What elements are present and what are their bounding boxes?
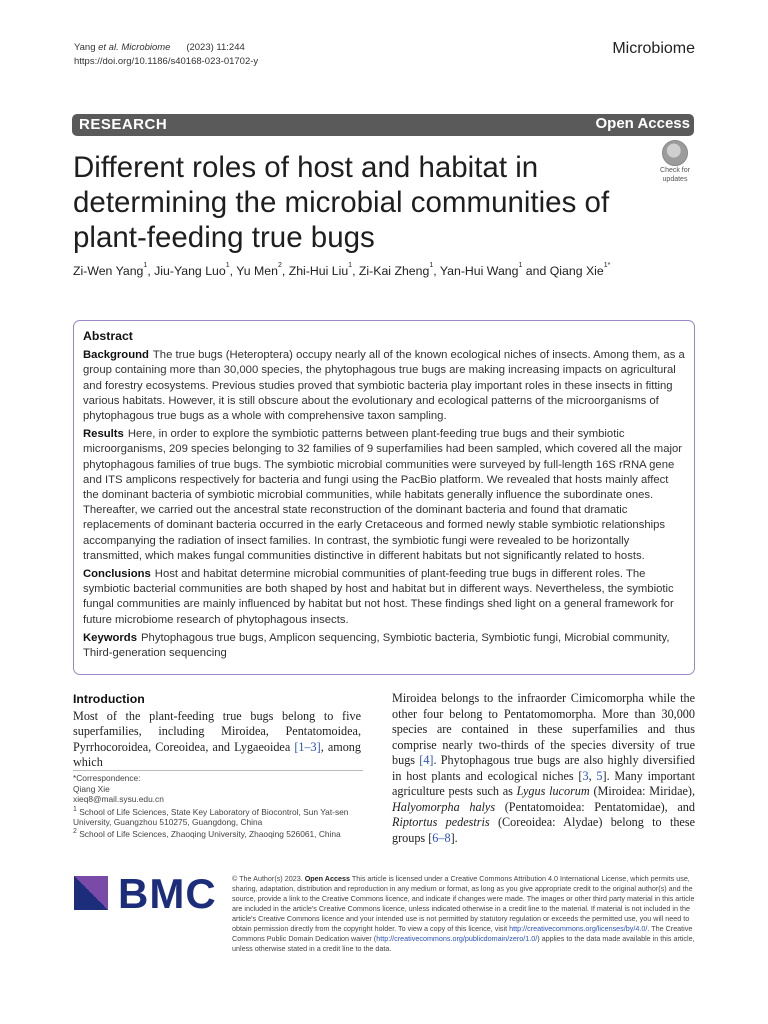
bmc-logo-mark-icon: [74, 876, 108, 910]
text-span: ,: [588, 768, 597, 783]
abstract-keywords: [83, 631, 685, 661]
keywords-text: Phytophagous true bugs, Amplicon sequencing, Symbiotic bacteria, Symbiotic fungi, Microbial community, Third-generation sequencing: [83, 631, 670, 660]
species-name: Riptortus pedestris: [392, 815, 490, 829]
abstract-conclusions: [83, 567, 685, 628]
author-separator: ,: [229, 264, 237, 278]
affiliation-2-sup: 2: [73, 828, 77, 836]
text-span: (Coreoidea: Alydae) belong to these groups [: [392, 815, 695, 845]
author-affiliation-sup: 1: [348, 262, 353, 269]
license-lead: © The Author(s) 2023.: [232, 874, 305, 883]
author-affiliation-sup: 1: [143, 262, 148, 269]
citation-journal: Microbiome: [121, 42, 171, 53]
text-span: . Phytophagous true bugs are also highly diversified in host plants and ecological niches [: [392, 753, 695, 783]
background-heading: Background: [83, 349, 149, 362]
citation-ref-3[interactable]: 3: [582, 768, 589, 783]
text-span: (Pentatomoidea: Pentatomidae), and: [495, 799, 695, 814]
introduction-column: [73, 692, 361, 771]
author-name[interactable]: Zi-Wen Yang: [73, 264, 144, 278]
citation-etal: et al.: [98, 42, 119, 53]
conclusions-heading: Conclusions: [83, 568, 151, 581]
license-mid: . The Creative Commons Public Domain Dedication waiver (: [232, 924, 693, 943]
affiliation-2-text: School of Life Sciences, Zhaoqing University, Zhaoqing 526061, China: [76, 829, 341, 840]
author-name[interactable]: Yan-Hui Wang: [439, 264, 519, 278]
right-column-paragraph: [392, 691, 695, 846]
right-column-text: [392, 691, 695, 846]
author-name[interactable]: Jiu-Yang Luo: [154, 264, 226, 278]
author-name[interactable]: Yu Men: [236, 264, 278, 278]
text-span: ]. Many important agriculture pests such as: [392, 768, 696, 798]
license-statement: [232, 874, 696, 954]
background-text: The true bugs (Heteroptera) occupy nearly all of the known ecological niches of insects. Among them, as a group containing more than 30,000 species, the phytophagous true bugs are making increasing impacts on agricultural and forestry ecosystems. Previous studies proved that symbiotic bacteria play important roles in these insects in fitting various habitats. However, it is still obscure about the evolutionary and ecological patterns of the microorganisms of phytophagous true bugs as a whole with comprehensive taxon sampling.: [83, 349, 685, 423]
text-span: (Miroidea: Miridae),: [589, 784, 695, 798]
author-affiliation-sup: 1: [225, 262, 230, 269]
citation-ref-5[interactable]: 5: [596, 768, 603, 783]
results-text: Here, in order to explore the symbiotic patterns between plant-feeding true bugs and their symbiotic microorganisms, 209 species belonging to 32 families of 9 superfamilies had been sampled, which covered all the major phytophagous families of true bugs. The symbiotic microbial communities were surveyed by full-length 16S rRNA gene and ITS amplicons respectively for bacteria and fungi using the PacBio platform. We revealed that hosts mainly affect the dominant bacteria of symbiotic microbial communities, while habitats generally influence the subordinate ones. Thereafter, we carried out the ancestral state reconstruction of the dominant bacteria and found that dramatic replacements of dominant bacteria occurred in the early Cretaceous and formed newly stable symbiotic relationships accompanying the radiation of insect families. In contrast, the symbiotic fungi were revealed to be horizontally transmitted, which makes fungal communities distinctive in different habitats but not significantly related to hosts.: [83, 428, 683, 562]
check-updates-line1: Check for: [660, 167, 690, 174]
citation-line: [74, 41, 258, 55]
author-separator: ,: [433, 264, 440, 278]
text-span: ].: [450, 830, 458, 845]
license-open-access: Open Access: [304, 874, 350, 883]
species-name: Lygus lucorum: [516, 784, 590, 798]
license-link-cc-by[interactable]: http://creativecommons.org/licenses/by/4.0/: [509, 924, 648, 933]
keywords-heading: Keywords: [83, 631, 137, 644]
intro-text-end: , among which: [73, 739, 361, 769]
author-separator: ,: [352, 264, 359, 278]
author-separator: ,: [281, 264, 289, 278]
check-updates-icon: [662, 140, 688, 166]
correspondence-label: *Correspondence:: [73, 773, 141, 783]
citation-ref-6-8[interactable]: 6–8: [432, 830, 451, 845]
affiliation-1-text: School of Life Sciences, State Key Laboratory of Biocontrol, Sun Yat-sen University, Guangzhou 510275, Guangdong, China: [73, 806, 349, 827]
abstract-results: [83, 427, 685, 564]
article-type: RESEARCH: [79, 116, 168, 133]
correspondence-email[interactable]: xieq8@mail.sysu.edu.cn: [73, 794, 164, 804]
bmc-logo-text: BMC: [118, 870, 217, 917]
check-updates-line2: updates: [662, 175, 688, 183]
citation-author: Yang: [74, 42, 99, 53]
footnotes: [73, 770, 363, 840]
author-affiliation-sup: 1*: [603, 262, 611, 269]
article-type-bar: [72, 114, 694, 136]
bmc-logo: [74, 870, 217, 917]
citation-year: (2023) 11:244: [186, 42, 245, 53]
author-name[interactable]: Zi-Kai Zheng: [358, 264, 430, 278]
abstract-heading: Abstract: [83, 329, 133, 343]
journal-name: Microbiome: [612, 40, 695, 57]
citation-ref-4[interactable]: [4]: [419, 753, 434, 767]
conclusions-text: Host and habitat determine microbial communities of plant-feeding true bugs in different roles. The symbiotic bacterial communities are both shaped by host and habitat but in different ways. Nevertheless, the symbiotic fungal communities are mainly influenced by habitat but not host. These findings shed light on a general framework for future microbiome research of phytophagous insects.: [83, 568, 674, 626]
author-list: [73, 264, 610, 278]
author-affiliation-sup: 2: [277, 262, 282, 269]
author-affiliation-sup: 1: [518, 262, 523, 269]
license-end: ) applies to the data made available in this article, unless otherwise stated in a credit line to the data.: [232, 934, 695, 953]
abstract-background: [83, 348, 685, 424]
author-affiliation-sup: 1: [429, 262, 434, 269]
doi-link[interactable]: https://doi.org/10.1186/s40168-023-01702-y: [74, 56, 259, 67]
affiliation-2: [73, 827, 363, 839]
correspondence-name: Qiang Xie: [73, 783, 110, 794]
citation-block: [74, 41, 258, 69]
license-body: This article is licensed under a Creative Commons Attribution 4.0 International License, which permits use, sharing, adaptation, distribution and reproduction in any medium or format, as long as you give appropriate credit to the original author(s) and the source, provide a link to the Creative Commons licence, and indicate if changes were made. The images or other third party material in this article are included in the article's Creative Commons licence, unless indicated otherwise in a credit line to the material. If material is not included in the article's Creative Commons licence and your intended use is not permitted by statutory regulation or exceeds the permitted use, you will need to obtain permission directly from the copyright holder. To view a copy of this licence, visit: [232, 874, 695, 933]
introduction-paragraph: [73, 709, 361, 771]
author-name[interactable]: Qiang Xie: [549, 264, 604, 278]
affiliation-1: [73, 805, 363, 828]
author-separator: ,: [147, 264, 155, 278]
license-link-cc0[interactable]: http://creativecommons.org/publicdomain/zero/1.0/: [376, 934, 538, 943]
intro-text: Most of the plant-feeding true bugs belong to five superfamilies, including Miroidea, Pentatomoidea, Pyrrhocoroidea, Coreoidea, and Lygaeoidea: [73, 708, 361, 754]
citation-ref-1-3[interactable]: [1–3]: [294, 739, 321, 754]
author-name[interactable]: Zhi-Hui Liu: [288, 264, 349, 278]
species-name: Halyomorpha halys: [392, 799, 496, 814]
article-title: Different roles of host and habitat in determining the microbial communities of plant-feeding true bugs: [73, 151, 610, 254]
abstract-box: [73, 320, 695, 675]
introduction-heading: Introduction: [73, 692, 145, 706]
text-span: Miroidea belongs to the infraorder Cimicomorpha while the other four belong to Pentatomomorpha. More than 30,000 species are contained in these superfamilies and thus comprise nearly two-thirds of the species diversity of true bugs: [392, 691, 695, 767]
open-access-label: Open Access: [595, 115, 690, 132]
affiliation-1-sup: 1: [73, 805, 77, 813]
author-separator: and: [522, 264, 550, 278]
check-for-updates-badge[interactable]: [655, 140, 695, 183]
results-heading: Results: [83, 428, 124, 441]
